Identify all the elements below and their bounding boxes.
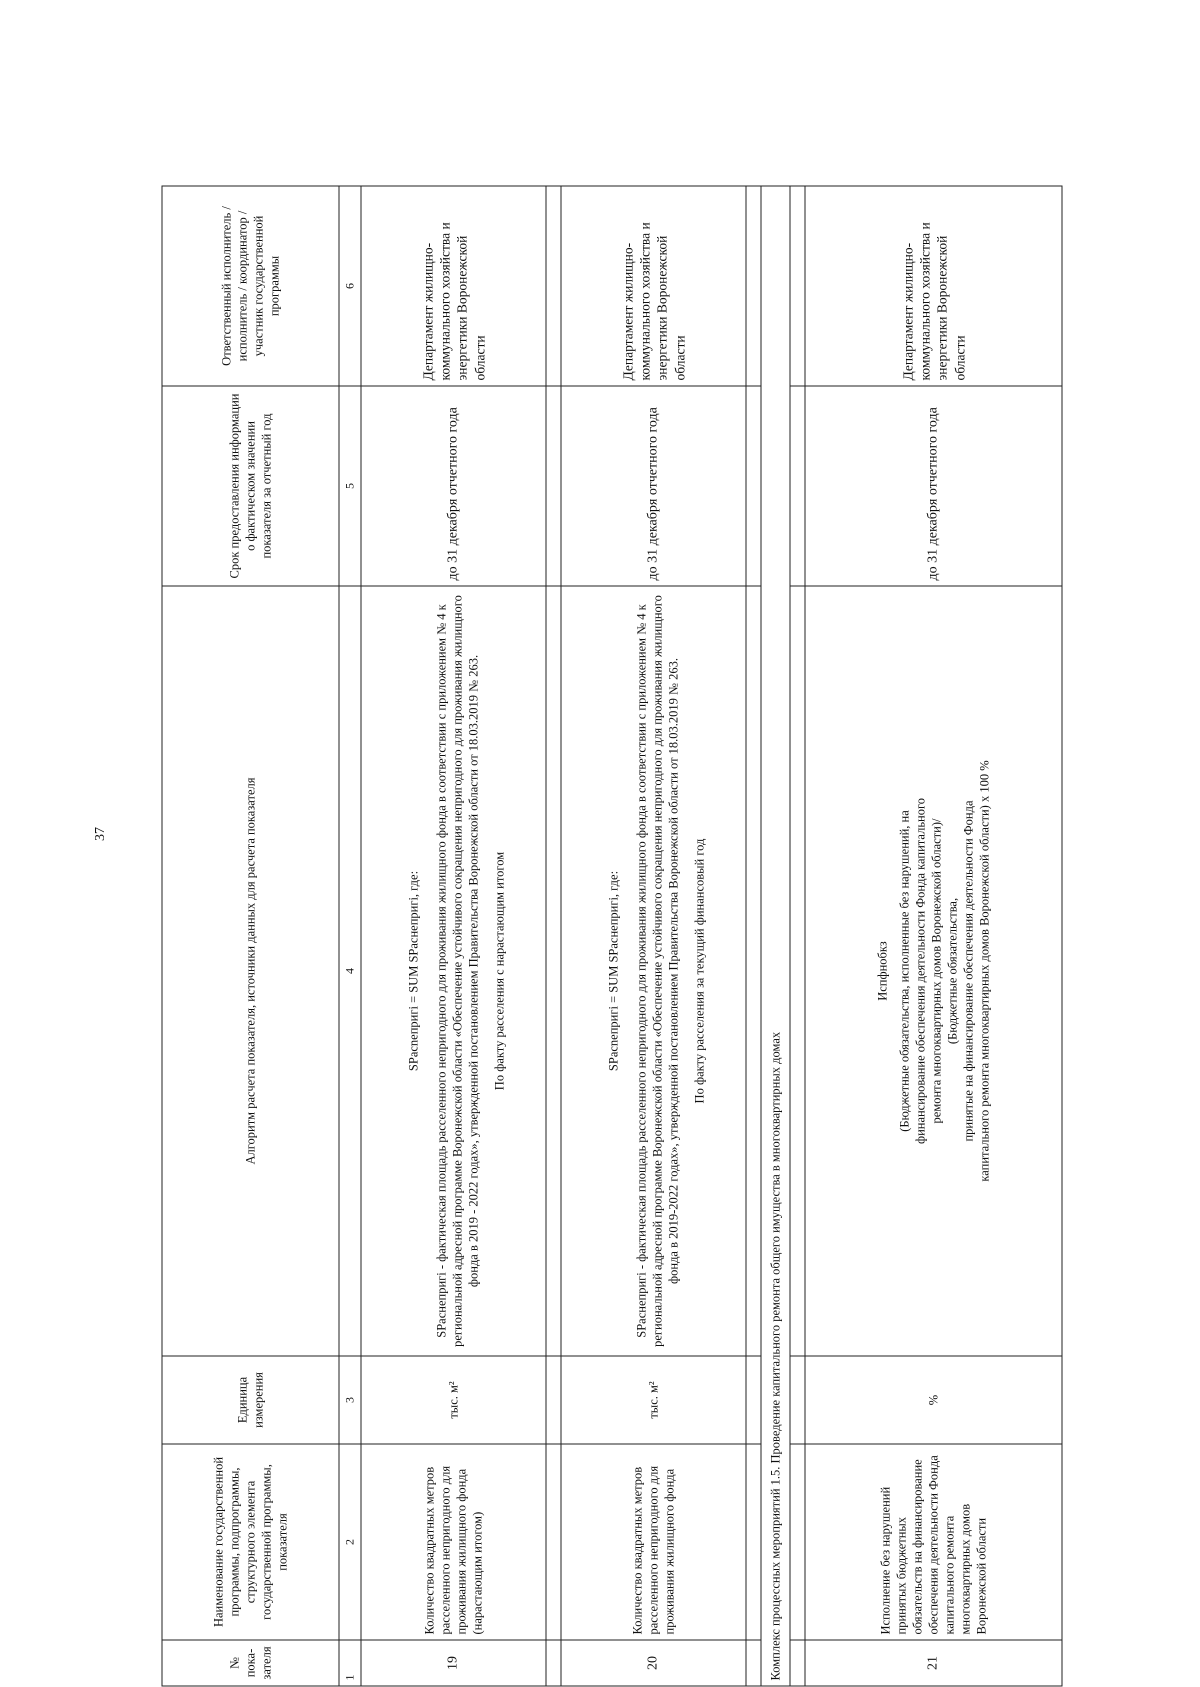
header-deadline: Срок предоставления информации о фактическом значении показателя за отчетный год (162, 386, 339, 586)
header-indicator-number: № пока-зателя (162, 1640, 339, 1686)
indicator-name: Исполнение без нарушений принятых бюджетных обязательств на финансирование обеспечения деятельности Фонда капитального ремонта многоквартирных домов Воронежской области (805, 1444, 1062, 1640)
spacer-row (746, 186, 761, 1686)
table-row (361, 186, 546, 1686)
column-number: 1 (339, 1640, 361, 1686)
formula-line: финансирование обеспечения деятельности Фонда капитального (913, 797, 928, 1145)
formula-line: (Бюджетные обязательства, (945, 897, 960, 1045)
header-name: Наименование государственной программы, подпрограммы, структурного элемента государственной программы, показателя (162, 1444, 339, 1640)
formula-line: (Бюджетные обязательства, исполненные без нарушений, на (897, 810, 912, 1132)
column-number: 2 (339, 1444, 361, 1640)
column-number: 6 (339, 186, 361, 386)
indicator-name: Количество квадратных метров расселенного непригодного для проживания жилищного фонда (561, 1444, 746, 1640)
formula: SPасnепригi = SUM SPаснепригi, где: (406, 870, 421, 1072)
responsible-cell: Департамент жилищно-коммунального хозяйства и энергетики Воронежской области (561, 186, 746, 386)
table-row (805, 186, 1062, 1686)
indicator-number: 19 (361, 1640, 546, 1686)
formula-description: SPаснепригi - фактическая площадь расселенного непригодного для проживания жилищного фонда в соответствии с приложением № 4 к региональной адресной программе Воронежской области «Обеспечение устойчивого сокращения непригодного для проживания жилищного фонда в 2019-2022 годах», утвержденной постановлением Правительства Воронежской области от 18.03.2019 № 263. (634, 595, 681, 1347)
algorithm-cell (561, 586, 746, 1356)
spacer-row (790, 186, 805, 1686)
formula: SPасnепригi = SUM SPаснепригi, где: (606, 870, 621, 1072)
column-number-row (339, 186, 361, 1686)
table-row (561, 186, 746, 1686)
indicator-number: 21 (805, 1640, 1062, 1686)
deadline-cell: до 31 декабря отчетного года (361, 386, 546, 586)
formula-line: капитального ремонта многоквартирных домов Воронежской области) х 100 % (977, 760, 992, 1182)
column-number: 4 (339, 586, 361, 1356)
column-number: 5 (339, 386, 361, 586)
section-title: Комплекс процессных мероприятий 1.5. Проведение капитального ремонта общего имущества в многоквартирных домах (761, 186, 790, 1686)
column-number: 3 (339, 1356, 361, 1444)
header-unit: Единица измерения (162, 1356, 339, 1444)
fact-note: По факту расселения с нарастающим итогом (492, 851, 507, 1091)
fact-note: По факту расселения за текущий финансовый год (692, 838, 707, 1104)
deadline-cell: до 31 декабря отчетного года (805, 386, 1062, 586)
algorithm-cell (361, 586, 546, 1356)
section-row (761, 186, 790, 1686)
unit-cell: тыс. м² (561, 1356, 746, 1444)
responsible-cell: Департамент жилищно-коммунального хозяйства и энергетики Воронежской области (361, 186, 546, 386)
deadline-cell: до 31 декабря отчетного года (561, 386, 746, 586)
indicator-number: 20 (561, 1640, 746, 1686)
rotated-sheet (162, 187, 1127, 1687)
formula-description: SPаснепригi - фактическая площадь расселенного непригодного для проживания жилищного фонда в соответствии с приложением № 4 к региональной адресной программе Воронежской области «Обеспечение устойчивого сокращения непригодного для проживания жилищного фонда в 2019 - 2022 годах», утвержденной постановлением Правительства Воронежской области от 18.03.2019 № 263. (434, 595, 481, 1347)
page-number: 37 (93, 827, 108, 841)
formula-line: ремонта многоквартирных домов Воронежской области)/ (929, 818, 944, 1124)
indicator-table (162, 186, 1063, 1687)
responsible-cell: Департамент жилищно-коммунального хозяйства и энергетики Воронежской области (805, 186, 1062, 386)
algorithm-cell (805, 586, 1062, 1356)
spacer-row (546, 186, 561, 1686)
formula-line: принятые на финансирование обеспечения деятельности Фонда (961, 800, 976, 1142)
unit-cell: тыс. м² (361, 1356, 546, 1444)
indicator-name: Количество квадратных метров расселенного непригодного для проживания жилищного фонда (нарастающим итогом) (361, 1444, 546, 1640)
header-responsible: Ответственный исполнитель / исполнитель / координатор / участник государственной программы (162, 186, 339, 386)
indicator-code: Испфнобкз (875, 941, 890, 1001)
table-header-row (162, 186, 339, 1686)
unit-cell: % (805, 1356, 1062, 1444)
header-algorithm: Алгоритм расчета показателя, источники данных для расчета показателя (162, 586, 339, 1356)
